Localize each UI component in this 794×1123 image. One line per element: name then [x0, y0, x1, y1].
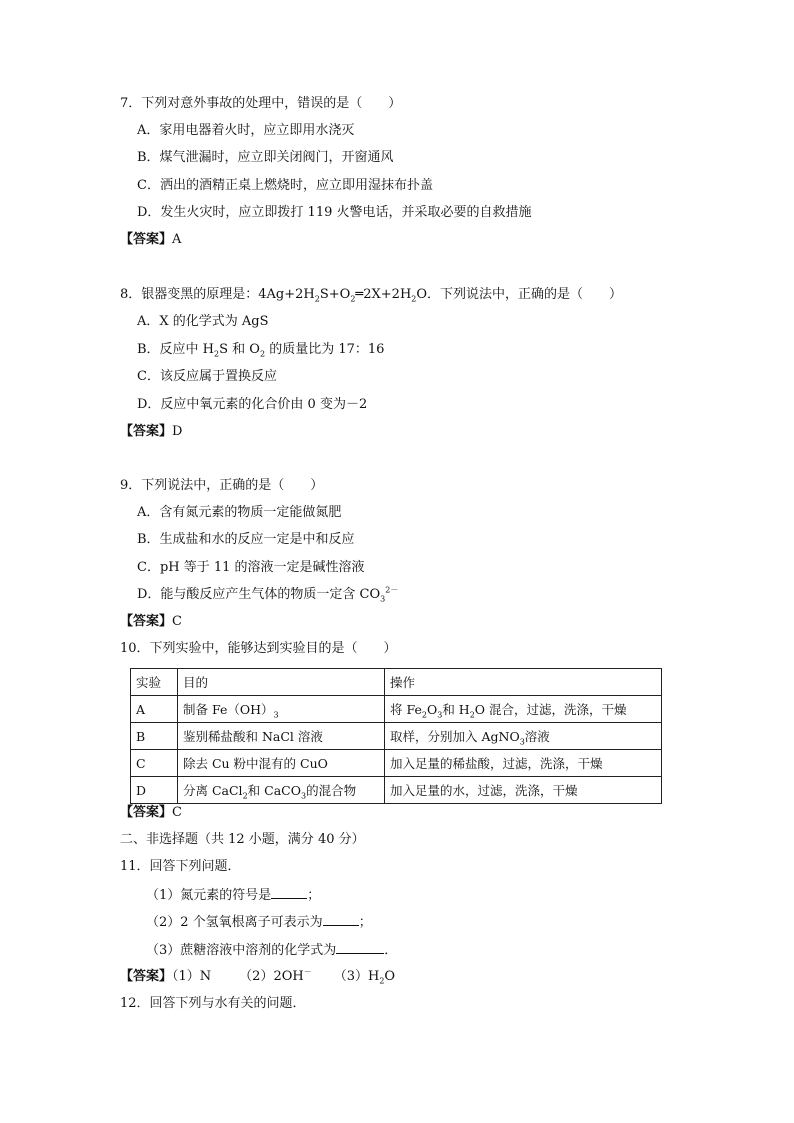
- q7-option-a: A．家用电器着火时，应立即用水浇灭: [137, 123, 355, 138]
- q11-sub2: （2）2 个氢氧根离子可表示为 ；: [146, 915, 372, 930]
- q7-option-b: B．煤气泄漏时，应立即关闭阀门，开窗通风: [137, 150, 394, 165]
- row-purpose: 分离 CaCl$_2$和 CaCO$_3$的混合物: [178, 777, 385, 804]
- table-row: [131, 696, 662, 723]
- q9-option-a: A．含有氮元素的物质一定能做氮肥: [137, 505, 342, 520]
- q8-answer: [120, 423, 182, 441]
- q12-stem: 12．回答下列与水有关的问题．: [120, 996, 306, 1011]
- q10-answer: [120, 804, 182, 822]
- row-id: D: [131, 777, 178, 804]
- row-id: C: [131, 750, 178, 777]
- answer-tag: 【答案】: [120, 424, 173, 439]
- q10-stem: 10．下列实验中，能够达到实验目的是（ ）: [120, 641, 397, 656]
- answer-tag: 【答案】: [120, 805, 173, 820]
- row-operation: 取样，分别加入 AgNO$_3$溶液: [385, 723, 662, 750]
- q11-sub3: （3）蔗糖溶液中溶剂的化学式为 ．: [146, 943, 398, 958]
- q8-option-a: A．X 的化学式为 AgS: [137, 314, 269, 329]
- q9-answer: [120, 613, 182, 631]
- header-cell: 操作: [385, 669, 662, 696]
- row-operation: 加入足量的水，过滤，洗涤，干燥: [385, 777, 662, 804]
- q8-option-b: B．反应中 $H_2S$ 和 $O_2$ 的质量比为 17：16: [137, 342, 385, 359]
- answer-value: D: [172, 424, 183, 439]
- q11-stem: 11．回答下列问题．: [120, 859, 241, 874]
- q11-answer: 【答案】（1）N （2）2OH－ $(3)H_2O$: [120, 967, 396, 986]
- q11-sub1: （1）氮元素的符号是 ；: [146, 888, 321, 903]
- answer-tag: 【答案】: [120, 232, 173, 247]
- header-cell: 目的: [178, 669, 385, 696]
- answer-value: C: [172, 614, 182, 629]
- answer-blank: [271, 886, 307, 899]
- q8-option-d: D．反应中氧元素的化合价由 0 变为－2: [137, 397, 368, 412]
- row-purpose: 除去 Cu 粉中混有的 CuO: [178, 750, 385, 777]
- answer-value: C: [172, 805, 182, 820]
- row-purpose: 鉴别稀盐酸和 NaCl 溶液: [178, 723, 385, 750]
- q9-option-d: D．能与酸反应产生气体的物质一定含 $CO_3^{2-}$: [137, 585, 399, 604]
- experiment-table: [130, 668, 662, 804]
- q8-option-c: C．该反应属于置换反应: [137, 369, 277, 384]
- section-heading: 二、非选择题（共 12 小题，满分 40 分）: [120, 832, 365, 847]
- row-id: B: [131, 723, 178, 750]
- table-header-row: [131, 669, 662, 696]
- q9-option-c: C．pH 等于 11 的溶液一定是碱性溶液: [137, 560, 365, 575]
- table-row: [131, 777, 662, 804]
- table-row: [131, 750, 662, 777]
- row-operation: 将 $Fe_2O_3$和 $H_2O$ 混合，过滤，洗涤，干燥: [385, 696, 662, 723]
- row-purpose: 制备 $Fe(OH)_3$: [178, 696, 385, 723]
- row-id: A: [131, 696, 178, 723]
- q7-option-d: D．发生火灾时，应立即拨打 119 火警电话，并采取必要的自救措施: [137, 205, 532, 220]
- q7-answer: [120, 231, 181, 249]
- header-cell: 实验: [131, 669, 178, 696]
- q8-stem: 8．银器变黑的原理是：$4Ag+2H_2S+O_2═2X+2H_2O$．下列说法中，正确的是（ ）: [120, 287, 623, 304]
- q7-option-c: C．洒出的酒精正桌上燃烧时，应立即用湿抹布扑盖: [137, 178, 433, 193]
- answer-value: A: [172, 232, 182, 247]
- q9-option-b: B．生成盐和水的反应一定是中和反应: [137, 532, 355, 547]
- answer-blank: [323, 913, 359, 926]
- table-row: [131, 723, 662, 750]
- q7-stem: 7．下列对意外事故的处理中，错误的是（ ）: [120, 96, 402, 111]
- answer-tag: 【答案】: [120, 614, 173, 629]
- row-operation: 加入足量的稀盐酸，过滤，洗涤，干燥: [385, 750, 662, 777]
- q9-stem: 9．下列说法中，正确的是（ ）: [120, 478, 324, 493]
- answer-tag: 【答案】: [120, 969, 173, 984]
- answer-blank: [336, 941, 384, 954]
